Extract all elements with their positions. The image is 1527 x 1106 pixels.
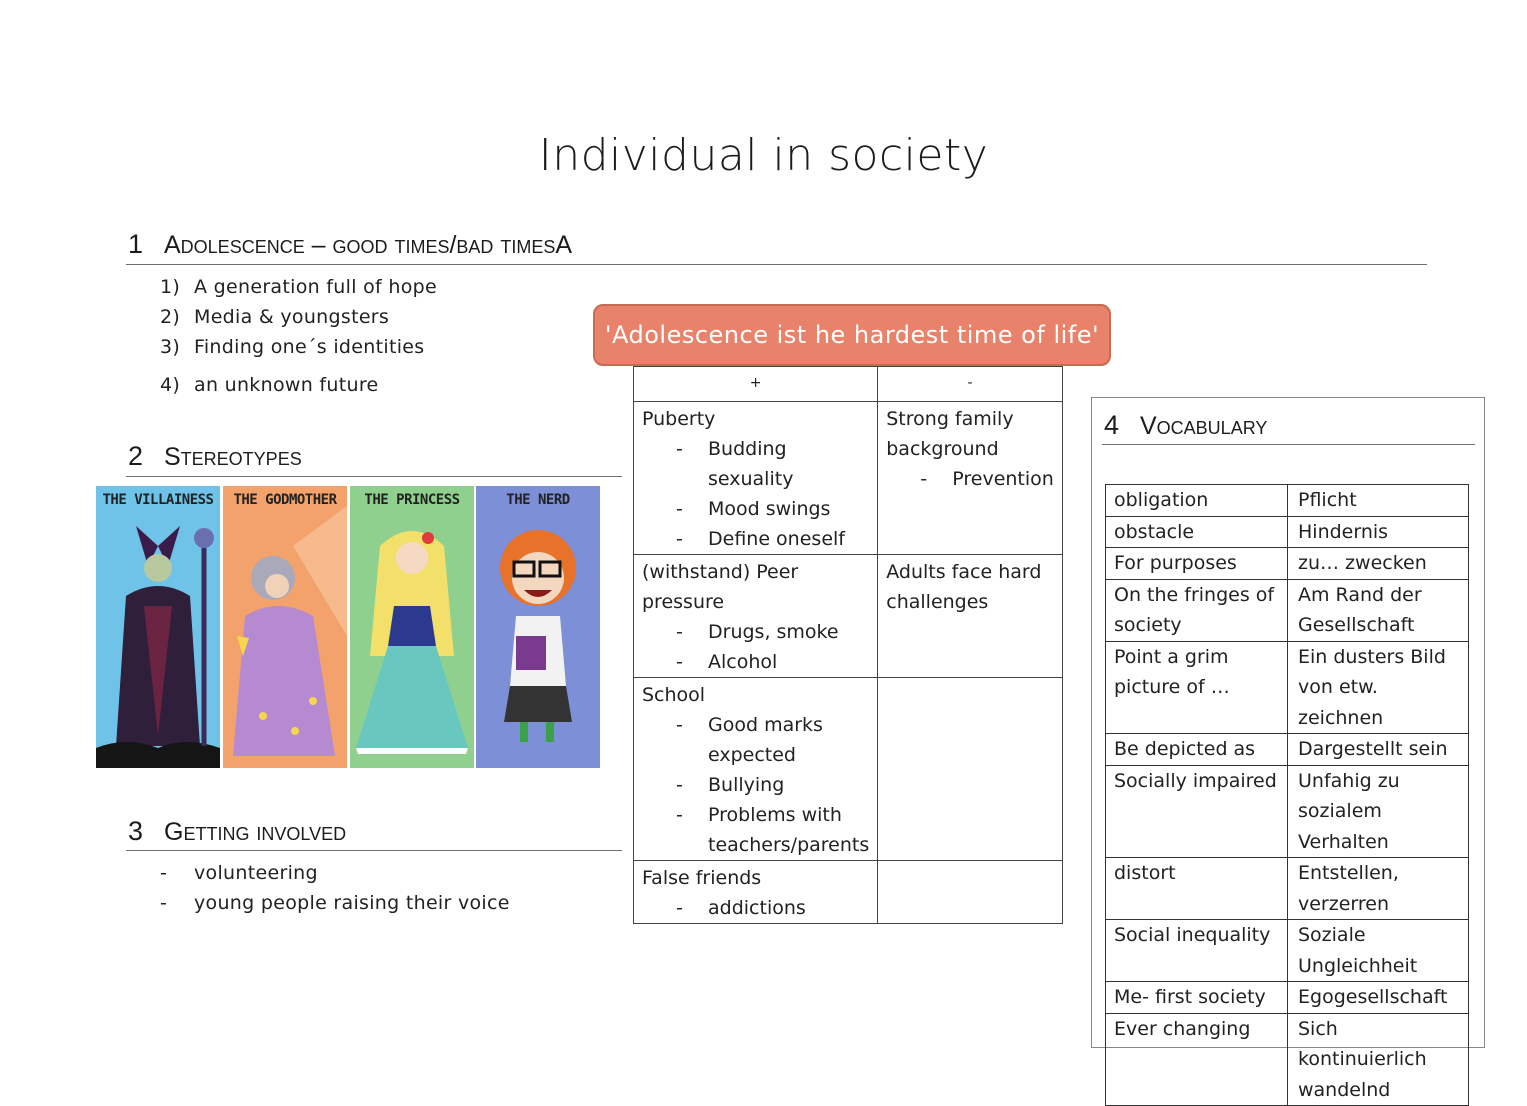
section-1-number: 1 — [128, 229, 144, 259]
list-item: - volunteering — [160, 862, 318, 884]
table-row: Point a grim picture of … Ein dusters Bild von etw. zeichnen — [1106, 641, 1469, 734]
villainess-illustration — [96, 486, 220, 768]
page-title: Individual in society — [538, 130, 989, 181]
nerd-illustration — [476, 486, 600, 768]
section-1-divider — [126, 264, 1427, 265]
section-2-number: 2 — [128, 441, 144, 471]
table-cell: Puberty - Budding sexuality - Mood swings - Define oneself — [634, 402, 878, 555]
pro-contra-table — [633, 366, 1063, 924]
table-row: On the fringes of society Am Rand der Gesellschaft — [1106, 579, 1469, 641]
table-cell: Strong family background - Prevention — [878, 402, 1063, 555]
section-4-divider — [1102, 444, 1475, 445]
nerd-panel — [476, 486, 600, 768]
section-4-heading — [1104, 410, 1267, 441]
table-row: obstacle Hindernis — [1106, 516, 1469, 548]
table-row: Ever changing Sich kontinuierlich wandelnd — [1106, 1013, 1469, 1106]
section-4-number: 4 — [1104, 410, 1120, 440]
table-row: obligation Pflicht — [1106, 485, 1469, 517]
table-row: distort Entstellen, verzerren — [1106, 858, 1469, 920]
section-2-divider — [126, 476, 622, 477]
princess-illustration — [350, 486, 474, 768]
section-3-heading — [128, 816, 346, 847]
table-cell — [878, 861, 1063, 924]
nerd-label: THE NERD — [506, 492, 570, 508]
section-1-title: Adolescence – good times/bad timesA — [164, 231, 573, 259]
table-row — [634, 367, 1063, 402]
section-4-title: Vocabulary — [1140, 412, 1268, 440]
section-1-heading — [128, 229, 572, 260]
table-row: Be depicted as Dargestellt sein — [1106, 734, 1469, 766]
table-row: Social inequality Soziale Ungleichheit — [1106, 920, 1469, 982]
section-2-heading — [128, 441, 302, 472]
table-cell: (withstand) Peer pressure - Drugs, smoke - Alcohol — [634, 555, 878, 678]
table-cell: School - Good marks expected - Bullying - Problems with teachers/parents — [634, 678, 878, 861]
list-item: - young people raising their voice — [160, 892, 510, 914]
godmother-panel — [223, 486, 347, 768]
vocabulary-table — [1105, 484, 1469, 1106]
minus-header: - — [878, 367, 1063, 402]
table-row — [634, 861, 1063, 924]
section-2-title: Stereotypes — [164, 443, 302, 471]
list-item: 2) Media & youngsters — [160, 306, 390, 328]
section-3-divider — [126, 850, 622, 851]
list-item: 4) an unknown future — [160, 374, 379, 396]
table-row — [634, 555, 1063, 678]
table-row: Socially impaired Unfahig zu sozialem Verhalten — [1106, 765, 1469, 858]
table-cell: False friends - addictions — [634, 861, 878, 924]
princess-panel — [350, 486, 474, 768]
section-3-number: 3 — [128, 816, 144, 846]
godmother-label: THE GODMOTHER — [233, 492, 337, 508]
table-cell: Adults face hard challenges — [878, 555, 1063, 678]
table-row: Me- first society Egogesellschaft — [1106, 982, 1469, 1014]
table-row — [634, 678, 1063, 861]
godmother-illustration — [223, 486, 347, 768]
table-row: For purposes zu… zwecken — [1106, 548, 1469, 580]
table-row — [634, 402, 1063, 555]
plus-header: + — [634, 367, 878, 402]
villainess-label: THE VILLAINESS — [102, 492, 214, 508]
table-cell — [878, 678, 1063, 861]
villainess-panel — [96, 486, 220, 768]
quote-box: 'Adolescence ist he hardest time of life' — [593, 304, 1111, 366]
list-item: 3) Finding one´s identities — [160, 336, 425, 358]
list-item: 1) A generation full of hope — [160, 276, 438, 298]
princess-label: THE PRINCESS — [364, 492, 460, 508]
section-3-title: Getting involved — [164, 818, 347, 846]
